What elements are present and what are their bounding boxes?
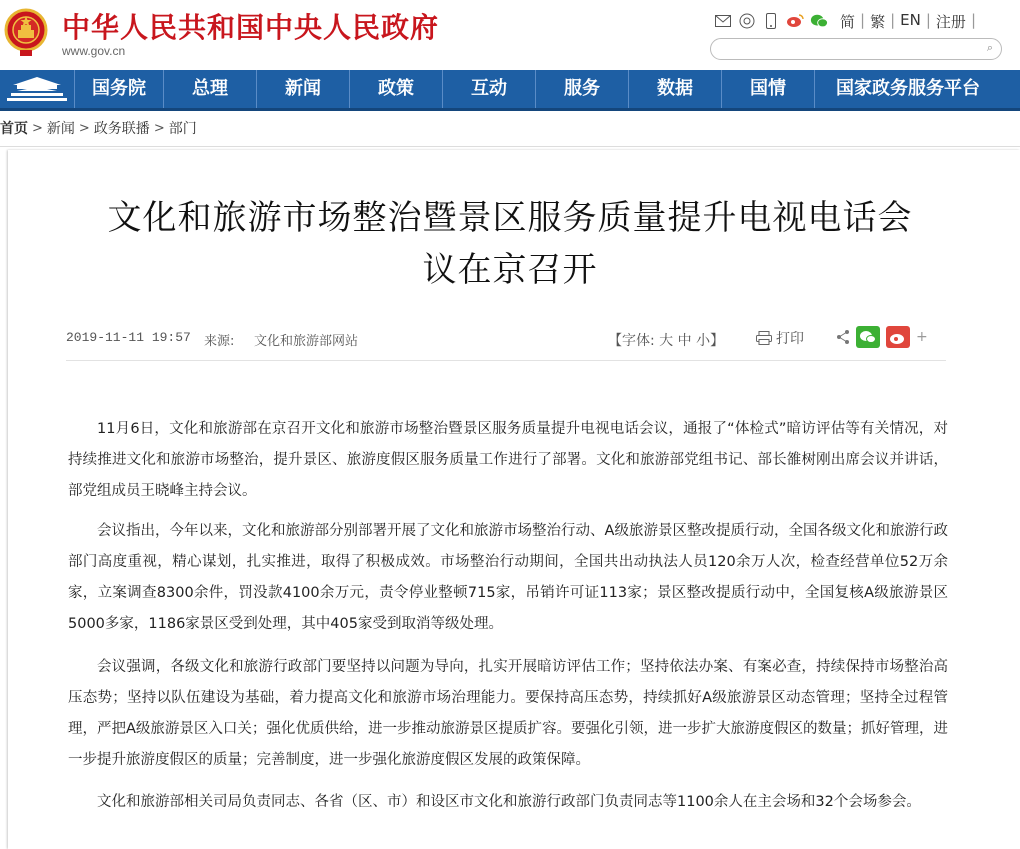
breadcrumb (0, 118, 197, 138)
national-emblem-icon[interactable] (4, 6, 48, 58)
link-separator: | (970, 10, 976, 29)
print-button[interactable] (756, 328, 804, 348)
print-icon (756, 331, 772, 345)
mobile-icon[interactable] (762, 12, 780, 30)
breadcrumb-separator: > (78, 120, 90, 136)
breadcrumb-departments[interactable]: 部门 (168, 121, 197, 137)
search-icon[interactable]: ⌕ (986, 41, 993, 54)
weibo-icon[interactable] (786, 12, 804, 30)
article-title-line2: 议在京召开 (422, 250, 598, 290)
tiananmen-icon[interactable] (0, 70, 74, 108)
top-toolbar (714, 10, 976, 32)
nav-item-gov-services-platform[interactable]: 国家政务服务平台 (814, 70, 1001, 108)
wechat-share-icon[interactable] (856, 326, 880, 348)
article-title (50, 192, 970, 296)
publish-date: 2019-11-11 19:57 (66, 330, 191, 345)
site-title[interactable]: 中华人民共和国中央人民政府 (62, 11, 440, 44)
breadcrumb-divider (0, 146, 1020, 147)
article-paragraph: 文化和旅游部相关司局负责同志、各省（区、市）和设区市文化和旅游行政部门负责同志等1100余人在主会场和32个会场参会。 (97, 794, 921, 810)
nav-item-premier[interactable]: 总理 (163, 70, 256, 108)
nav-item-national-info[interactable]: 国情 (721, 70, 814, 108)
more-share-icon[interactable]: + (916, 329, 928, 345)
breadcrumb-gov-broadcast[interactable]: 政务联播 (93, 121, 150, 137)
nav-item-services[interactable]: 服务 (535, 70, 628, 108)
breadcrumb-news[interactable]: 新闻 (46, 121, 75, 137)
breadcrumb-separator: > (32, 120, 43, 136)
source-label: 来源: (204, 334, 235, 349)
email-at-icon[interactable] (738, 12, 756, 30)
font-size-control[interactable]: 【字体: 大 中 小】 (608, 333, 725, 349)
article-title-line1: 文化和旅游市场整治暨景区服务质量提升电视电话会 (107, 198, 913, 238)
site-url: www.gov.cn (62, 44, 126, 58)
link-simplified[interactable]: 简 (840, 12, 856, 31)
article-paragraph: 会议指出，今年以来，文化和旅游部分别部署开展了文化和旅游市场整治行动、A级旅游景区整改提质行动，全国各级文化和旅游行政部门高度重视，精心谋划，扎实推进，取得了积极成效。市场整治行动期间，全国共出动执法人员120余万人次，检查经营单位52万余家，立案调查8300余件，罚没款4100余万元，责令停业整顿715家，吊销许可证113家；景区整改提质行动中，全国复核A级旅游景区5000多家，1186家景区受到处理，其中405家受到取消等级处理。 (68, 523, 948, 632)
nav-item-state-council[interactable]: 国务院 (74, 70, 163, 108)
link-register[interactable]: 注册 (935, 12, 966, 31)
link-separator: | (860, 10, 866, 29)
wechat-icon[interactable] (810, 12, 828, 30)
link-separator: | (890, 10, 896, 29)
site-header (0, 0, 1020, 68)
print-label: 打印 (776, 331, 804, 347)
weibo-share-icon[interactable] (886, 326, 910, 348)
nav-item-data[interactable]: 数据 (628, 70, 721, 108)
nav-item-news[interactable]: 新闻 (256, 70, 349, 108)
nav-item-interaction[interactable]: 互动 (442, 70, 535, 108)
language-links (840, 11, 976, 32)
breadcrumb-home[interactable]: 首页 (0, 121, 28, 137)
article-paragraph: 11月6日，文化和旅游部在京召开文化和旅游市场整治暨景区服务质量提升电视电话会议，通报了“体检式”暗访评估等有关情况，对持续推进文化和旅游市场整治，提升景区、旅游度假区服务质量工作进行了部署。文化和旅游部党组书记、部长雒树刚出席会议并讲话，部党组成员王晓峰主持会议。 (68, 421, 948, 499)
breadcrumb-separator: > (153, 120, 165, 136)
link-english[interactable]: EN (900, 10, 921, 29)
nav-item-policy[interactable]: 政策 (349, 70, 442, 108)
share-bar (836, 326, 928, 348)
search-input[interactable] (710, 38, 1002, 60)
link-separator: | (925, 10, 931, 29)
share-icon[interactable] (836, 329, 850, 345)
mail-icon[interactable] (714, 12, 732, 30)
link-traditional[interactable]: 繁 (870, 12, 886, 31)
meta-divider (66, 360, 946, 361)
source-link[interactable]: 文化和旅游部网站 (254, 334, 359, 349)
main-nav (0, 70, 1020, 111)
article-meta (66, 326, 946, 352)
article-paragraph: 会议强调，各级文化和旅游行政部门要坚持以问题为导向，扎实开展暗访评估工作；坚持依法办案、有案必查，持续保持市场整治高压态势；坚持以队伍建设为基础，着力提高文化和旅游市场治理能力。要保持高压态势，持续抓好A级旅游景区动态管理；坚持全过程管理，严把A级旅游景区入口关；强化优质供给，进一步推动旅游景区提质扩容。要强化引领，进一步扩大旅游度假区的数量；抓好管理，进一步提升旅游度假区的质量；完善制度，进一步强化旅游度假区发展的政策保障。 (68, 659, 948, 768)
